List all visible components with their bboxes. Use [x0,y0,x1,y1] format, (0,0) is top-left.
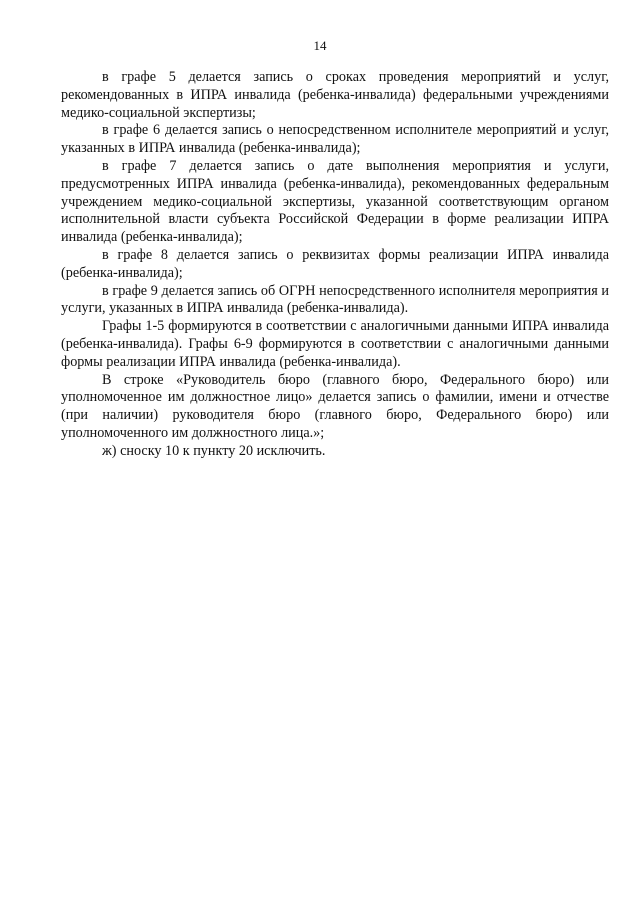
paragraph-column-6: в графе 6 делается запись о непосредственном исполнителе мероприятий и услуг, указанных в ИПРА инвалида (ребенка-инвалида); [61,122,609,157]
paragraph-column-8: в графе 8 делается запись о реквизитах формы реализации ИПРА инвалида (ребенка-инвалида); [61,246,609,281]
paragraph-column-5: в графе 5 делается запись о сроках проведения мероприятий и услуг, рекомендованных в ИПРА инвалида (ребенка-инвалида) федеральными учреждениями медико-социальной экспертизы; [61,69,609,121]
document-body [61,69,609,461]
paragraph-head-signature-row: В строке «Руководитель бюро (главного бюро, Федерального бюро) или уполномоченное им должностное лицо» делается запись о фамилии, имени и отчестве (при наличии) руководителя бюро (главного бюро, Федерального бюро) или уполномоченного им должностного лица.»; [61,371,609,441]
paragraph-footnote-removal: ж) сноску 10 к пункту 20 исключить. [102,442,326,459]
paragraph-columns-formation: Графы 1-5 формируются в соответствии с аналогичными данными ИПРА инвалида (ребенка-инвалида). Графы 6-9 формируются в соответствии с аналогичными данными формы реализации ИПРА инвалида (ребенка-инвалида). [61,318,609,370]
paragraph-column-7: в графе 7 делается запись о дате выполнения мероприятия и услуги, предусмотренных ИПРА инвалида (ребенка-инвалида), рекомендованных федеральным учреждением медико-социальной экспертизы, указанной соответствующим органом исполнительной власти субъекта Российской Федерации в форме реализации ИПРА инвалида (ребенка-инвалида); [61,157,609,246]
page-number: 14 [313,38,327,53]
paragraph-column-9: в графе 9 делается запись об ОГРН непосредственного исполнителя мероприятия и услуги, указанных в ИПРА инвалида (ребенка-инвалида). [61,282,609,317]
